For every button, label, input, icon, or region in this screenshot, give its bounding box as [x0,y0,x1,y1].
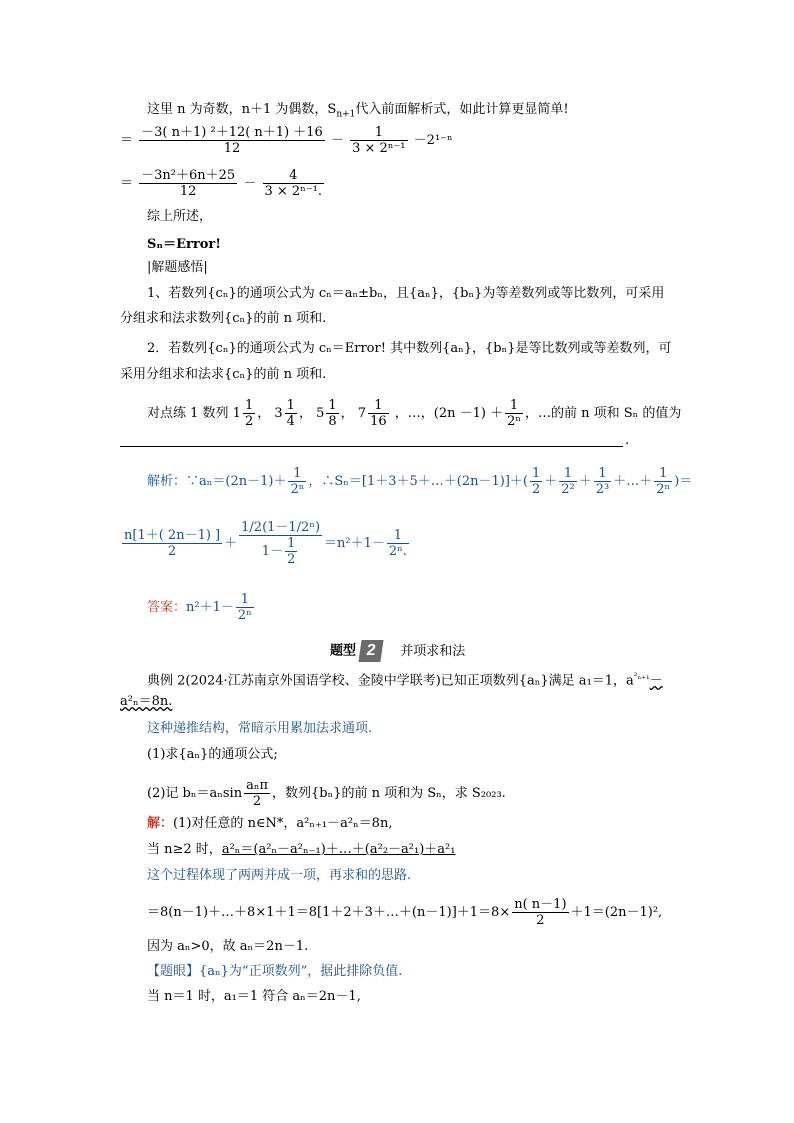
insight-1-line-b: 分组求和法求数列{cₙ}的前 n 项和. [120,311,327,326]
sol2-line-1: 解：(1)对任意的 n∈N*，a²ₙ₊₁－a²ₙ＝8n, [147,816,393,831]
sol2-line-5: 因为 aₙ>0，故 aₙ＝2n－1. [147,939,309,954]
sol2-line-3: 这个过程体现了两两并成一项，再求和的思路. [147,868,412,883]
example-line-2: a²ₙ＝8n. [120,694,173,709]
solution-line-1: 解析：∵aₙ＝(2n－1)＋ $\frac{1}{\text{2ⁿ}}$ ，∴Sₙ＝[1＋3＋5＋…＋(2n－1)]＋( $\frac{1}{2}$ ＋ $\frac{1}{\text{2²}}$ ＋ $\frac{1}{\text{2³}}$ ＋…＋ $\frac{1}{\text{2ⁿ}}$ )＝ [147,466,693,497]
question-1: (1)求{aₙ}的通项公式; [147,747,278,762]
insight-2-line-a: 2．若数列{cₙ}的通项公式为 cₙ＝Error! 其中数列{aₙ}，{bₙ}是等比数列或等差数列，可 [147,341,672,356]
answer-blank [120,446,623,447]
exercise-line: 对点练 1 数列 1 $\frac{1}{2}$ ， 3 $\frac{1}{4}$ ， 5 $\frac{1}{8}$ ， 7 $\frac{1}{16}$ ，…，(2n －1) ＋ $\frac{1}{\text{2ⁿ}}$ ，…的前 n 项和 Sₙ 的值为 [147,398,682,429]
question-2: (2)记 bₙ＝aₙsin $\frac{\text{aₙπ}}{2}$ ，数列{bₙ}的前 n 项和为 Sₙ，求 S₂₀₂₃. [147,778,506,809]
solution-line-2: $\frac{n[1+( 2n-1) ]}{2}$ ＋ 1/2(1－1/2ⁿ) 1－ $\frac{1}{2}$ ＝n²＋1－ $\frac{1}{\text{2ⁿ.}}$ [124,520,407,567]
summary-text: 综上所述， [147,209,213,224]
sn-result: Sₙ＝Error! [147,237,221,252]
sol2-line-4: ＝8(n－1)＋…＋8×1＋1＝8[1＋2＋3＋…＋(n－1)]＋1＝8× $\frac{n( n-1)}{2}$ ＋1＝(2n－1)², [147,897,663,928]
section-number-badge: 2 [359,640,384,662]
sol2-line-2: 当 n≥2 时，a²ₙ＝(a²ₙ－a²ₙ₋₁)＋…＋(a²₂－a²₁)＋a²₁ [147,842,456,857]
intro-note: 这里 n 为奇数，n＋1 为偶数，$S_{n+1}$代入前面解析式，如此计算更显简单! [147,102,569,120]
insight-2-line-b: 采用分组求和法求{cₙ}的前 n 项和. [120,367,327,382]
sol2-line-7: 当 n＝1 时，a₁＝1 符合 aₙ＝2n－1, [147,989,361,1004]
equation-line-1: ＝ $\frac{\text{－3( n＋1) ²＋12( n＋1) ＋16}}{12}$ － $\frac{1}{\text{3 × 2ⁿ⁻¹}}$ －2¹⁻ⁿ [120,125,453,156]
section-header: 题型 2 并项求和法 [330,640,465,662]
sol2-line-6: 【题眼】{aₙ}为“正项数列”，据此排除负值. [147,964,403,979]
exercise-end: . [625,433,630,448]
example-hint: 这种递推结构，常暗示用累加法求通项. [147,721,373,736]
answer-line: 答案：n²＋1－ $\frac{1}{\text{2ⁿ}}$ [147,592,252,623]
insight-heading: |解题感悟| [147,260,208,275]
insight-1-line-a: 1、若数列{cₙ}的通项公式为 cₙ＝aₙ±bₙ，且{aₙ}，{bₙ}为等差数列或等比数列，可采用 [147,286,665,301]
equation-line-2: ＝ $\frac{\text{－3n²＋6n＋25}}{12}$ － $\frac{4}{\text{3 × 2ⁿ⁻¹.}}$ [120,168,323,199]
example-line-1: 典例 2(2024·江苏南京外国语学校、金陵中学联考)已知正项数列{aₙ}满足 a₁＝1，$a^{^2_{n+1}}-$ [147,672,663,689]
